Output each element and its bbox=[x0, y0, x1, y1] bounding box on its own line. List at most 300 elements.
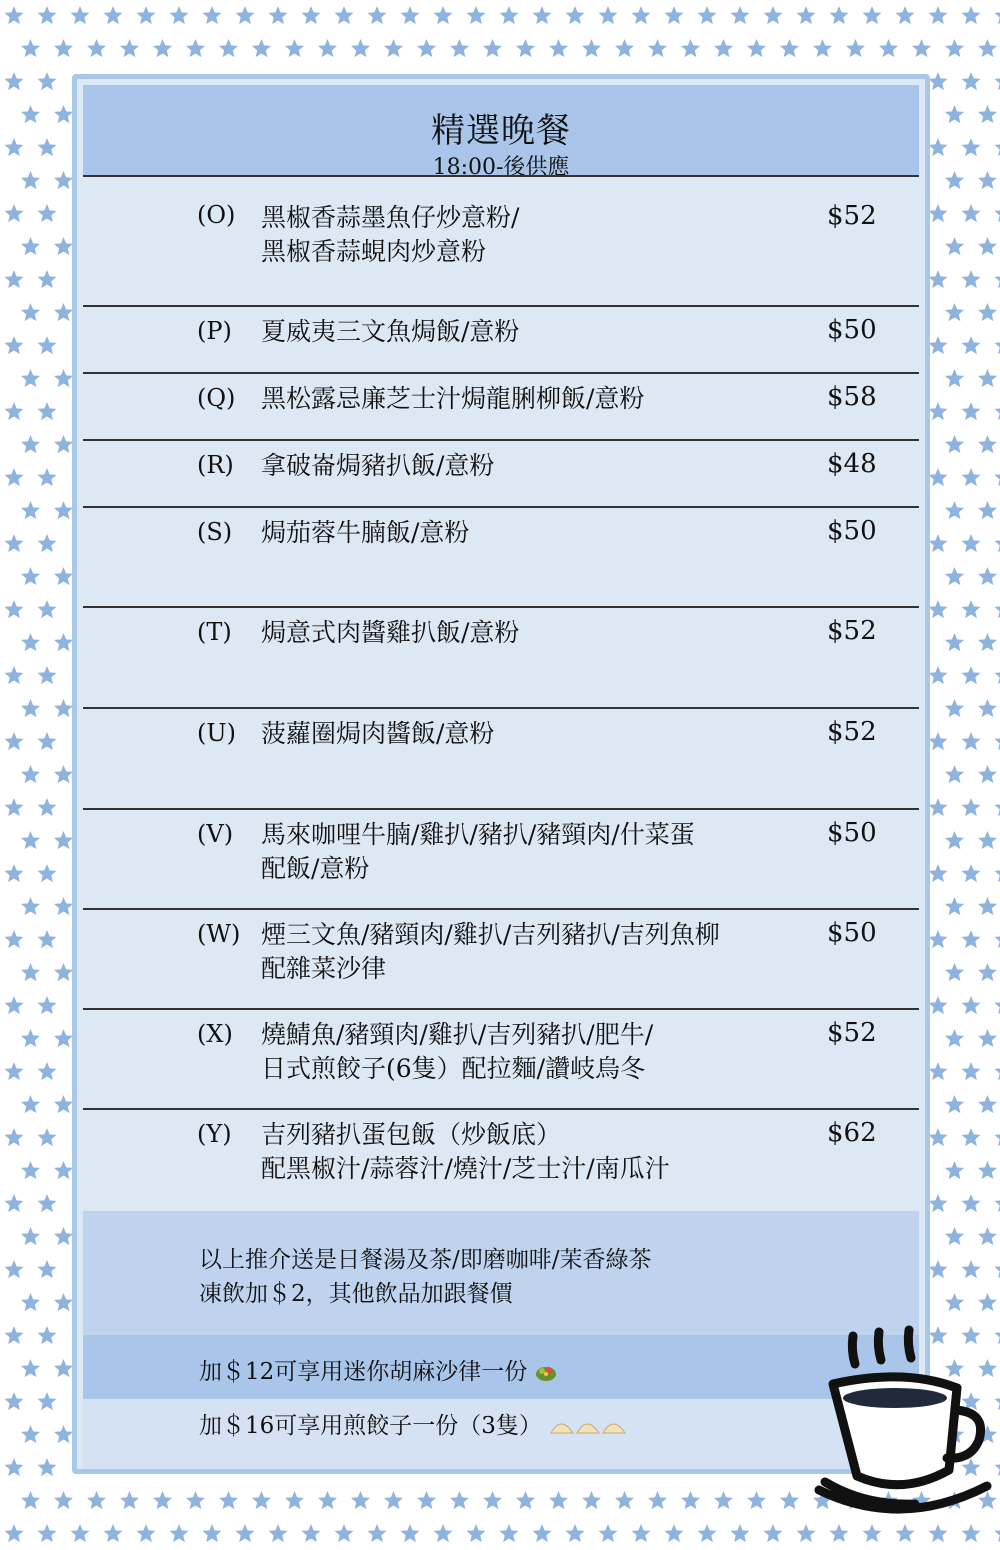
item-line: 黑松露忌廉芝士汁焗龍脷柳飯/意粉 bbox=[261, 384, 645, 413]
star-icon bbox=[995, 6, 1000, 24]
star-icon bbox=[5, 138, 24, 156]
star-icon bbox=[698, 6, 717, 24]
star-icon bbox=[21, 897, 40, 915]
item-code: (V) bbox=[197, 820, 234, 848]
star-icon bbox=[764, 1524, 783, 1542]
star-icon bbox=[978, 501, 997, 519]
item-price: $62 bbox=[827, 1118, 877, 1148]
star-icon bbox=[995, 666, 1000, 684]
star-icon bbox=[929, 1194, 948, 1212]
star-icon bbox=[21, 1095, 40, 1113]
star-icon bbox=[153, 1491, 172, 1509]
star-icon bbox=[995, 1458, 1000, 1476]
item-code: (Y) bbox=[197, 1120, 232, 1148]
star-icon bbox=[335, 6, 354, 24]
star-icon bbox=[698, 1524, 717, 1542]
star-icon bbox=[21, 633, 40, 651]
star-icon bbox=[54, 1293, 73, 1311]
menu-item-u bbox=[83, 707, 919, 810]
star-icon bbox=[978, 897, 997, 915]
item-price: $52 bbox=[827, 717, 877, 747]
star-icon bbox=[978, 1293, 997, 1311]
star-icon bbox=[5, 6, 24, 24]
star-icon bbox=[995, 270, 1000, 288]
menu-title: 精選晚餐 bbox=[431, 111, 571, 151]
star-icon bbox=[978, 963, 997, 981]
star-icon bbox=[500, 6, 519, 24]
star-icon bbox=[104, 1524, 123, 1542]
coffee-cup-icon bbox=[805, 1320, 995, 1550]
star-icon bbox=[38, 798, 57, 816]
star-icon bbox=[995, 1326, 1000, 1344]
star-icon bbox=[747, 1491, 766, 1509]
star-icon bbox=[5, 402, 24, 420]
item-name bbox=[261, 201, 801, 269]
item-name bbox=[261, 918, 801, 986]
star-icon bbox=[5, 930, 24, 948]
star-icon bbox=[203, 6, 222, 24]
star-icon bbox=[945, 105, 964, 123]
star-icon bbox=[186, 1491, 205, 1509]
star-icon bbox=[5, 1194, 24, 1212]
item-line: 拿破崙焗豬扒飯/意粉 bbox=[261, 451, 495, 480]
menu-subtitle: 18:00-後供應 bbox=[432, 155, 570, 180]
star-icon bbox=[929, 732, 948, 750]
item-name bbox=[261, 516, 801, 550]
star-icon bbox=[21, 1227, 40, 1245]
star-icon bbox=[5, 270, 24, 288]
star-icon bbox=[945, 237, 964, 255]
star-icon bbox=[21, 1161, 40, 1179]
star-icon bbox=[38, 534, 57, 552]
star-icon bbox=[863, 6, 882, 24]
star-icon bbox=[71, 1524, 90, 1542]
menu-item-v bbox=[83, 808, 919, 910]
star-icon bbox=[104, 6, 123, 24]
star-icon bbox=[5, 1128, 24, 1146]
star-icon bbox=[995, 798, 1000, 816]
star-icon bbox=[566, 1524, 585, 1542]
item-price: $52 bbox=[827, 1018, 877, 1048]
star-icon bbox=[5, 1392, 24, 1410]
star-icon bbox=[450, 1491, 469, 1509]
star-icon bbox=[54, 105, 73, 123]
item-line: 燒鯖魚/豬頸肉/雞扒/吉列豬扒/肥牛/ bbox=[261, 1020, 654, 1049]
star-icon bbox=[21, 369, 40, 387]
star-icon bbox=[5, 1524, 24, 1542]
star-icon bbox=[54, 831, 73, 849]
star-icon bbox=[780, 39, 799, 57]
star-icon bbox=[533, 6, 552, 24]
item-line: 焗意式肉醬雞扒飯/意粉 bbox=[261, 618, 520, 647]
star-icon bbox=[302, 1524, 321, 1542]
star-icon bbox=[38, 600, 57, 618]
star-icon bbox=[995, 1062, 1000, 1080]
star-icon bbox=[846, 39, 865, 57]
star-icon bbox=[236, 6, 255, 24]
star-icon bbox=[929, 600, 948, 618]
star-icon bbox=[731, 6, 750, 24]
star-icon bbox=[38, 732, 57, 750]
item-line: 日式煎餃子(6隻）配拉麵/讚岐烏冬 bbox=[261, 1054, 646, 1083]
note-line-2: 凍飲加＄2，其他飲品加跟餐價 bbox=[199, 1281, 513, 1307]
star-icon bbox=[929, 864, 948, 882]
star-icon bbox=[137, 6, 156, 24]
star-icon bbox=[5, 996, 24, 1014]
star-icon bbox=[467, 1524, 486, 1542]
star-icon bbox=[582, 39, 601, 57]
star-icon bbox=[995, 336, 1000, 354]
menu-item-o bbox=[83, 175, 919, 307]
star-icon bbox=[978, 237, 997, 255]
item-line: 配雜菜沙律 bbox=[261, 954, 387, 983]
star-icon bbox=[236, 1524, 255, 1542]
star-icon bbox=[615, 1491, 634, 1509]
item-code: (O) bbox=[197, 201, 236, 229]
star-icon bbox=[978, 105, 997, 123]
star-icon bbox=[38, 1392, 57, 1410]
star-icon bbox=[54, 303, 73, 321]
item-line: 吉列豬扒蛋包飯（炒飯底） bbox=[261, 1120, 562, 1149]
star-icon bbox=[38, 996, 57, 1014]
item-price: $52 bbox=[827, 201, 877, 231]
star-icon bbox=[929, 1260, 948, 1278]
star-icon bbox=[962, 1194, 981, 1212]
item-price: $52 bbox=[827, 616, 877, 646]
star-icon bbox=[5, 1062, 24, 1080]
star-icon bbox=[714, 39, 733, 57]
star-icon bbox=[5, 336, 24, 354]
star-icon bbox=[269, 6, 288, 24]
star-icon bbox=[38, 1326, 57, 1344]
star-icon bbox=[54, 1359, 73, 1377]
star-icon bbox=[945, 963, 964, 981]
star-icon bbox=[54, 369, 73, 387]
star-icon bbox=[368, 1524, 387, 1542]
star-icon bbox=[21, 39, 40, 57]
star-icon bbox=[38, 468, 57, 486]
star-icon bbox=[516, 39, 535, 57]
star-icon bbox=[978, 1161, 997, 1179]
menu-item-q bbox=[83, 372, 919, 441]
star-icon bbox=[38, 1458, 57, 1476]
star-icon bbox=[566, 6, 585, 24]
star-icon bbox=[945, 765, 964, 783]
star-icon bbox=[384, 1491, 403, 1509]
item-code: (U) bbox=[197, 719, 236, 747]
star-icon bbox=[929, 930, 948, 948]
star-icon bbox=[978, 567, 997, 585]
star-icon bbox=[5, 1458, 24, 1476]
menu-item-s bbox=[83, 506, 919, 608]
star-icon bbox=[137, 1524, 156, 1542]
item-line: 黑椒香蒜墨魚仔炒意粉/ bbox=[261, 203, 520, 232]
star-icon bbox=[978, 369, 997, 387]
star-icon bbox=[995, 732, 1000, 750]
star-icon bbox=[929, 468, 948, 486]
star-icon bbox=[962, 138, 981, 156]
star-icon bbox=[38, 1194, 57, 1212]
star-icon bbox=[434, 1524, 453, 1542]
star-icon bbox=[747, 39, 766, 57]
star-icon bbox=[351, 1491, 370, 1509]
star-icon bbox=[285, 1491, 304, 1509]
item-line: 黑椒香蒜蜆肉炒意粉 bbox=[261, 237, 487, 266]
item-code: (R) bbox=[197, 451, 234, 479]
star-icon bbox=[912, 39, 931, 57]
star-icon bbox=[995, 204, 1000, 222]
item-code: (T) bbox=[197, 618, 232, 646]
star-icon bbox=[995, 468, 1000, 486]
star-icon bbox=[995, 1194, 1000, 1212]
item-name bbox=[261, 1118, 801, 1186]
item-code: (X) bbox=[197, 1020, 233, 1048]
addon-salad-text: 加＄12可享用迷你胡麻沙律一份 bbox=[199, 1359, 528, 1385]
star-icon bbox=[285, 39, 304, 57]
star-icon bbox=[929, 798, 948, 816]
item-name bbox=[261, 449, 801, 483]
star-icon bbox=[38, 1062, 57, 1080]
star-icon bbox=[978, 303, 997, 321]
star-icon bbox=[21, 963, 40, 981]
star-icon bbox=[929, 138, 948, 156]
star-icon bbox=[351, 39, 370, 57]
star-icon bbox=[54, 1425, 73, 1443]
star-icon bbox=[38, 1260, 57, 1278]
star-icon bbox=[38, 1128, 57, 1146]
star-icon bbox=[962, 6, 981, 24]
item-code: (S) bbox=[197, 518, 233, 546]
star-icon bbox=[978, 39, 997, 57]
star-icon bbox=[995, 1524, 1000, 1542]
star-icon bbox=[21, 171, 40, 189]
star-icon bbox=[318, 1491, 337, 1509]
star-icon bbox=[945, 633, 964, 651]
star-icon bbox=[978, 435, 997, 453]
star-icon bbox=[120, 39, 139, 57]
star-icon bbox=[995, 402, 1000, 420]
star-icon bbox=[252, 39, 271, 57]
star-icon bbox=[21, 105, 40, 123]
star-icon bbox=[978, 1095, 997, 1113]
star-icon bbox=[38, 204, 57, 222]
star-icon bbox=[962, 72, 981, 90]
star-icon bbox=[945, 1029, 964, 1047]
star-icon bbox=[21, 1491, 40, 1509]
star-icon bbox=[962, 534, 981, 552]
addon-salad bbox=[83, 1335, 919, 1399]
star-icon bbox=[21, 303, 40, 321]
star-icon bbox=[945, 171, 964, 189]
item-code: (W) bbox=[197, 920, 241, 948]
star-icon bbox=[962, 996, 981, 1014]
item-line: 馬來咖哩牛腩/雞扒/豬扒/豬頸肉/什菜蛋 bbox=[261, 820, 695, 849]
star-icon bbox=[879, 39, 898, 57]
star-icon bbox=[549, 39, 568, 57]
star-icon bbox=[38, 270, 57, 288]
star-icon bbox=[21, 765, 40, 783]
star-icon bbox=[945, 699, 964, 717]
item-line: 菠蘿圈焗肉醬飯/意粉 bbox=[261, 719, 495, 748]
star-icon bbox=[780, 1491, 799, 1509]
star-icon bbox=[401, 6, 420, 24]
star-icon bbox=[962, 336, 981, 354]
item-price: $50 bbox=[827, 315, 877, 345]
star-icon bbox=[896, 6, 915, 24]
star-icon bbox=[929, 72, 948, 90]
menu-item-r bbox=[83, 439, 919, 508]
star-icon bbox=[54, 435, 73, 453]
star-icon bbox=[995, 864, 1000, 882]
star-icon bbox=[5, 1260, 24, 1278]
star-icon bbox=[945, 39, 964, 57]
star-icon bbox=[38, 1524, 57, 1542]
star-icon bbox=[21, 567, 40, 585]
star-icon bbox=[54, 39, 73, 57]
star-icon bbox=[252, 1491, 271, 1509]
star-icon bbox=[929, 666, 948, 684]
star-icon bbox=[945, 303, 964, 321]
star-icon bbox=[929, 534, 948, 552]
addon-salad-row bbox=[199, 1353, 557, 1386]
addon-dumpling-text: 加＄16可享用煎餃子一份（3隻） bbox=[199, 1413, 542, 1439]
star-icon bbox=[368, 6, 387, 24]
item-code: (Q) bbox=[197, 384, 236, 412]
star-icon bbox=[38, 666, 57, 684]
star-icon bbox=[962, 270, 981, 288]
item-code: (P) bbox=[197, 317, 232, 345]
star-icon bbox=[962, 864, 981, 882]
star-icon bbox=[54, 765, 73, 783]
star-icon bbox=[632, 1524, 651, 1542]
star-icon bbox=[929, 1128, 948, 1146]
star-icon bbox=[5, 204, 24, 222]
star-icon bbox=[170, 6, 189, 24]
star-icon bbox=[681, 39, 700, 57]
star-icon bbox=[945, 1161, 964, 1179]
star-icon bbox=[219, 39, 238, 57]
star-icon bbox=[978, 1227, 997, 1245]
menu-card bbox=[72, 74, 930, 1474]
star-icon bbox=[467, 6, 486, 24]
star-icon bbox=[54, 237, 73, 255]
menu-item-p bbox=[83, 305, 919, 374]
star-icon bbox=[582, 1491, 601, 1509]
star-icon bbox=[962, 930, 981, 948]
star-icon bbox=[87, 1491, 106, 1509]
star-icon bbox=[995, 1260, 1000, 1278]
star-icon bbox=[995, 534, 1000, 552]
star-icon bbox=[945, 501, 964, 519]
star-icon bbox=[929, 1062, 948, 1080]
star-icon bbox=[995, 72, 1000, 90]
star-icon bbox=[5, 732, 24, 750]
dumpling-icon bbox=[549, 1413, 629, 1439]
star-icon bbox=[797, 6, 816, 24]
item-price: $58 bbox=[827, 382, 877, 412]
star-icon bbox=[5, 1326, 24, 1344]
star-icon bbox=[995, 1392, 1000, 1410]
item-line: 配黑椒汁/蒜蓉汁/燒汁/芝士汁/南瓜汁 bbox=[261, 1154, 670, 1183]
addon-dumpling-row bbox=[199, 1407, 629, 1440]
star-icon bbox=[632, 6, 651, 24]
star-icon bbox=[962, 204, 981, 222]
star-icon bbox=[978, 765, 997, 783]
star-icon bbox=[483, 1491, 502, 1509]
star-icon bbox=[21, 435, 40, 453]
star-icon bbox=[929, 336, 948, 354]
star-icon bbox=[21, 1425, 40, 1443]
star-icon bbox=[21, 1293, 40, 1311]
star-icon bbox=[929, 402, 948, 420]
star-icon bbox=[962, 798, 981, 816]
salad-icon bbox=[535, 1362, 557, 1382]
star-icon bbox=[384, 39, 403, 57]
star-icon bbox=[962, 468, 981, 486]
item-price: $50 bbox=[827, 918, 877, 948]
star-icon bbox=[38, 402, 57, 420]
star-icon bbox=[54, 567, 73, 585]
star-icon bbox=[962, 732, 981, 750]
star-icon bbox=[929, 996, 948, 1014]
star-icon bbox=[665, 6, 684, 24]
star-icon bbox=[38, 72, 57, 90]
star-icon bbox=[962, 666, 981, 684]
star-icon bbox=[995, 1128, 1000, 1146]
item-name bbox=[261, 382, 801, 416]
star-icon bbox=[21, 1029, 40, 1047]
item-name bbox=[261, 717, 801, 751]
star-icon bbox=[54, 1227, 73, 1245]
star-icon bbox=[5, 534, 24, 552]
star-icon bbox=[978, 1029, 997, 1047]
star-icon bbox=[38, 930, 57, 948]
star-icon bbox=[21, 699, 40, 717]
star-icon bbox=[615, 39, 634, 57]
star-icon bbox=[170, 1524, 189, 1542]
star-icon bbox=[450, 39, 469, 57]
star-icon bbox=[401, 1524, 420, 1542]
star-icon bbox=[648, 39, 667, 57]
star-icon bbox=[516, 1491, 535, 1509]
star-icon bbox=[929, 270, 948, 288]
star-icon bbox=[38, 138, 57, 156]
star-icon bbox=[318, 39, 337, 57]
star-icon bbox=[434, 6, 453, 24]
star-icon bbox=[500, 1524, 519, 1542]
item-price: $48 bbox=[827, 449, 877, 479]
star-icon bbox=[962, 1062, 981, 1080]
star-icon bbox=[813, 39, 832, 57]
star-icon bbox=[21, 1359, 40, 1377]
item-name bbox=[261, 1018, 801, 1086]
star-icon bbox=[648, 1491, 667, 1509]
star-icon bbox=[54, 1029, 73, 1047]
star-icon bbox=[978, 699, 997, 717]
star-icon bbox=[302, 6, 321, 24]
star-icon bbox=[945, 369, 964, 387]
star-icon bbox=[21, 831, 40, 849]
item-price: $50 bbox=[827, 516, 877, 546]
star-icon bbox=[764, 6, 783, 24]
star-icon bbox=[5, 798, 24, 816]
star-icon bbox=[714, 1491, 733, 1509]
star-icon bbox=[599, 1524, 618, 1542]
star-icon bbox=[731, 1524, 750, 1542]
star-icon bbox=[978, 171, 997, 189]
star-icon bbox=[995, 138, 1000, 156]
star-icon bbox=[962, 600, 981, 618]
